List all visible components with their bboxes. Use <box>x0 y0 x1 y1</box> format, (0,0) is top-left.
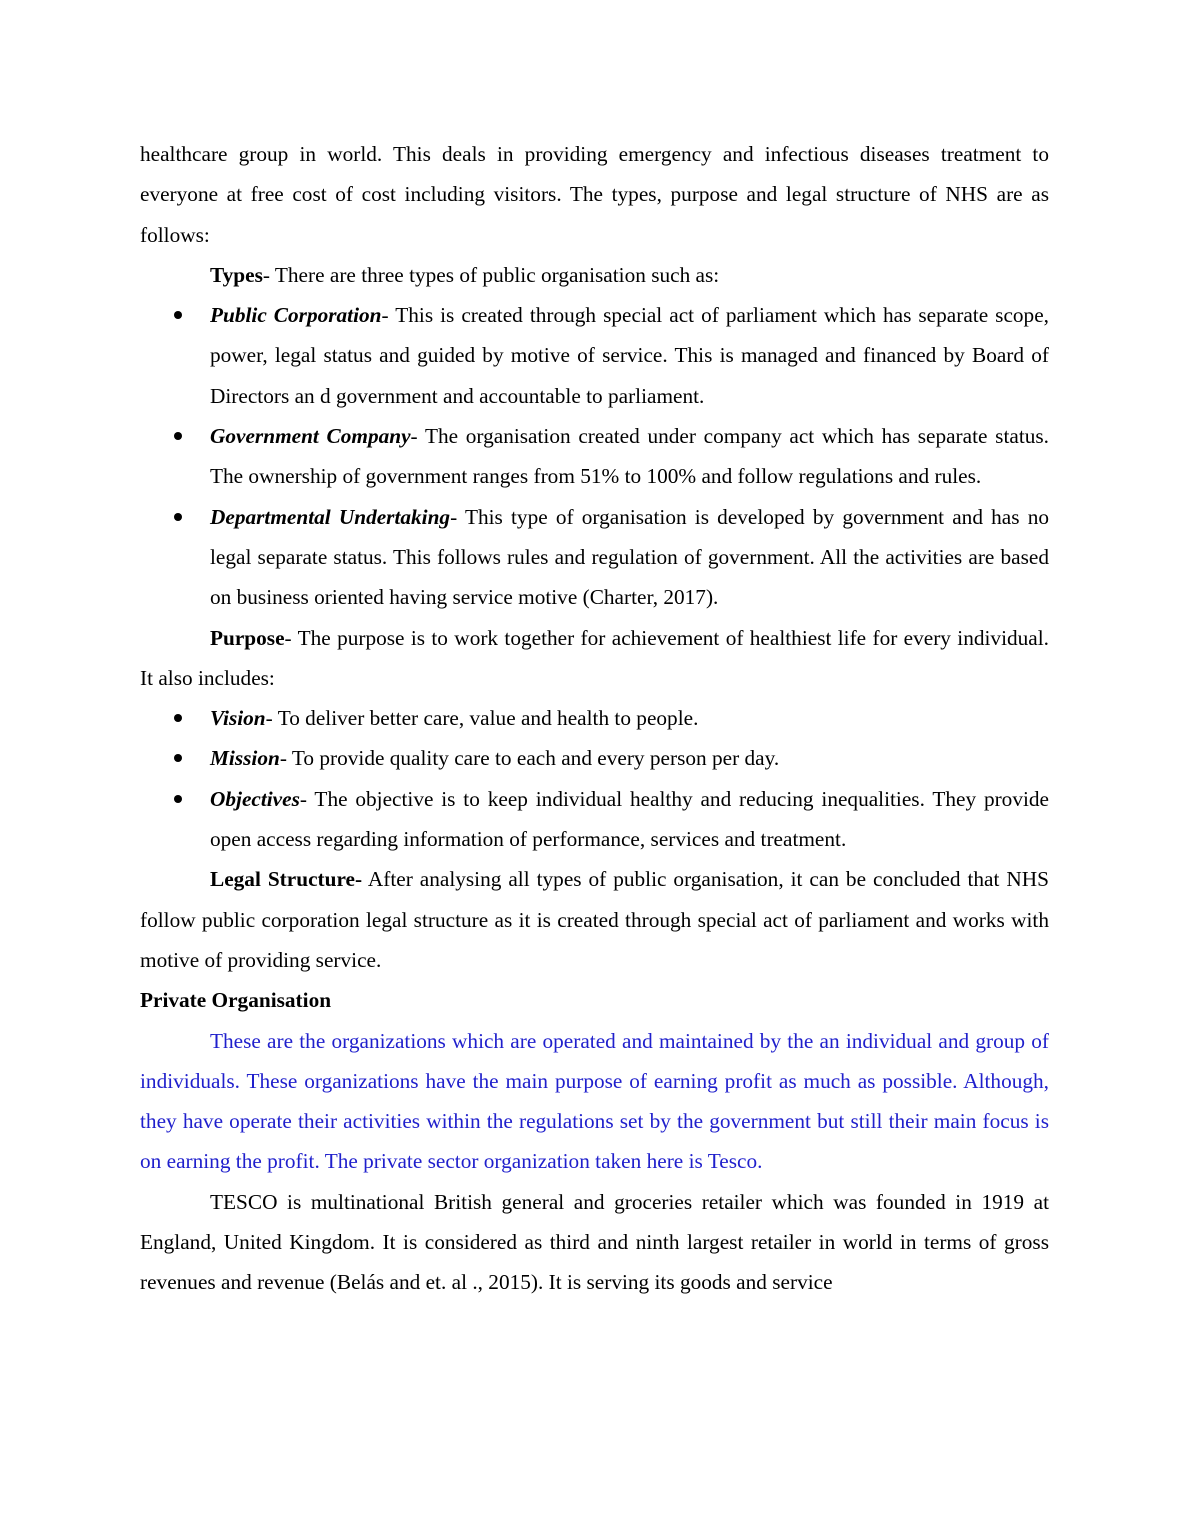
types-list <box>140 295 1049 617</box>
bullet-icon <box>174 795 182 803</box>
bullet-icon <box>174 311 182 319</box>
purpose-list <box>140 698 1049 859</box>
bullet-icon <box>174 714 182 722</box>
document-page <box>140 134 1049 1303</box>
private-highlighted-paragraph: These are the organizations which are operated and maintained by the an individual and group of individuals. These organizations have the main purpose of earning profit as much as possible. Although, they have operate their activities within the regulations set by the government but still their main focus is on earning the profit. The private sector organization taken here is Tesco. <box>140 1028 1049 1174</box>
tesco-paragraph: TESCO is multinational British general and groceries retailer which was founded in 1919 at England, United Kingdom. It is considered as third and ninth largest retailer in world in terms of gross revenues and revenue (Belás and et. al ., 2015). It is serving its goods and service <box>140 1189 1049 1295</box>
legal-structure-text: After analysing all types of public organisation, it can be concluded that NHS follow public corporation legal structure as it is created through special act of parliament and works with motive of providing service. <box>140 867 1049 972</box>
list-item-term: Mission <box>210 746 280 771</box>
bullet-icon <box>174 513 182 521</box>
list-item-text: - The organisation created under company act which has separate status. The ownership of government ranges from 51% to 100% and follow regulations and rules. <box>210 424 1049 489</box>
list-item-term: Government Company <box>210 424 411 449</box>
types-text: - There are three types of public organisation such as: <box>262 262 720 287</box>
list-item-text: - To provide quality care to each and every person per day. <box>279 746 780 771</box>
list-item-government-company <box>140 416 1049 497</box>
list-item-term: Public Corporation <box>210 303 382 328</box>
list-item-vision <box>140 698 1049 738</box>
intro-paragraph: healthcare group in world. This deals in providing emergency and infectious diseases treatment to everyone at free cost of cost including visitors. The types, purpose and legal structure of NHS are as follows: <box>140 142 1049 247</box>
list-item-departmental-undertaking <box>140 497 1049 618</box>
list-item-text: - This is created through special act of parliament which has separate scope, power, legal status and guided by motive of service. This is managed and financed by Board of Directors an d government and accountable to parliament. <box>210 303 1049 408</box>
bullet-icon <box>174 754 182 762</box>
list-item-text: - To deliver better care, value and health to people. <box>265 706 699 731</box>
types-label: Types <box>210 262 263 287</box>
list-item-term: Vision <box>210 706 266 731</box>
bullet-icon <box>174 432 182 440</box>
list-item-term: Departmental Undertaking <box>210 504 451 529</box>
purpose-paragraph <box>140 618 1049 699</box>
list-item-objectives <box>140 779 1049 860</box>
legal-structure-label: Legal Structure- <box>210 867 363 892</box>
private-organisation-heading: Private Organisation <box>140 988 332 1013</box>
purpose-text: - The purpose is to work together for achievement of healthiest life for every individual. It also includes: <box>140 625 1049 690</box>
list-item-term: Objectives <box>210 786 300 811</box>
list-item-mission <box>140 738 1049 778</box>
list-item-text: - The objective is to keep individual healthy and reducing inequalities. They provide open access regarding information of performance, services and treatment. <box>210 786 1049 852</box>
list-item-text: - This type of organisation is developed by government and has no legal separate status. This follows rules and regulation of government. All the activities are based on business oriented having service motive (Charter, 2017). <box>210 504 1049 610</box>
purpose-label: Purpose <box>210 625 285 650</box>
legal-structure-paragraph <box>140 859 1049 980</box>
types-paragraph <box>140 255 1049 295</box>
list-item-public-corporation <box>140 295 1049 416</box>
